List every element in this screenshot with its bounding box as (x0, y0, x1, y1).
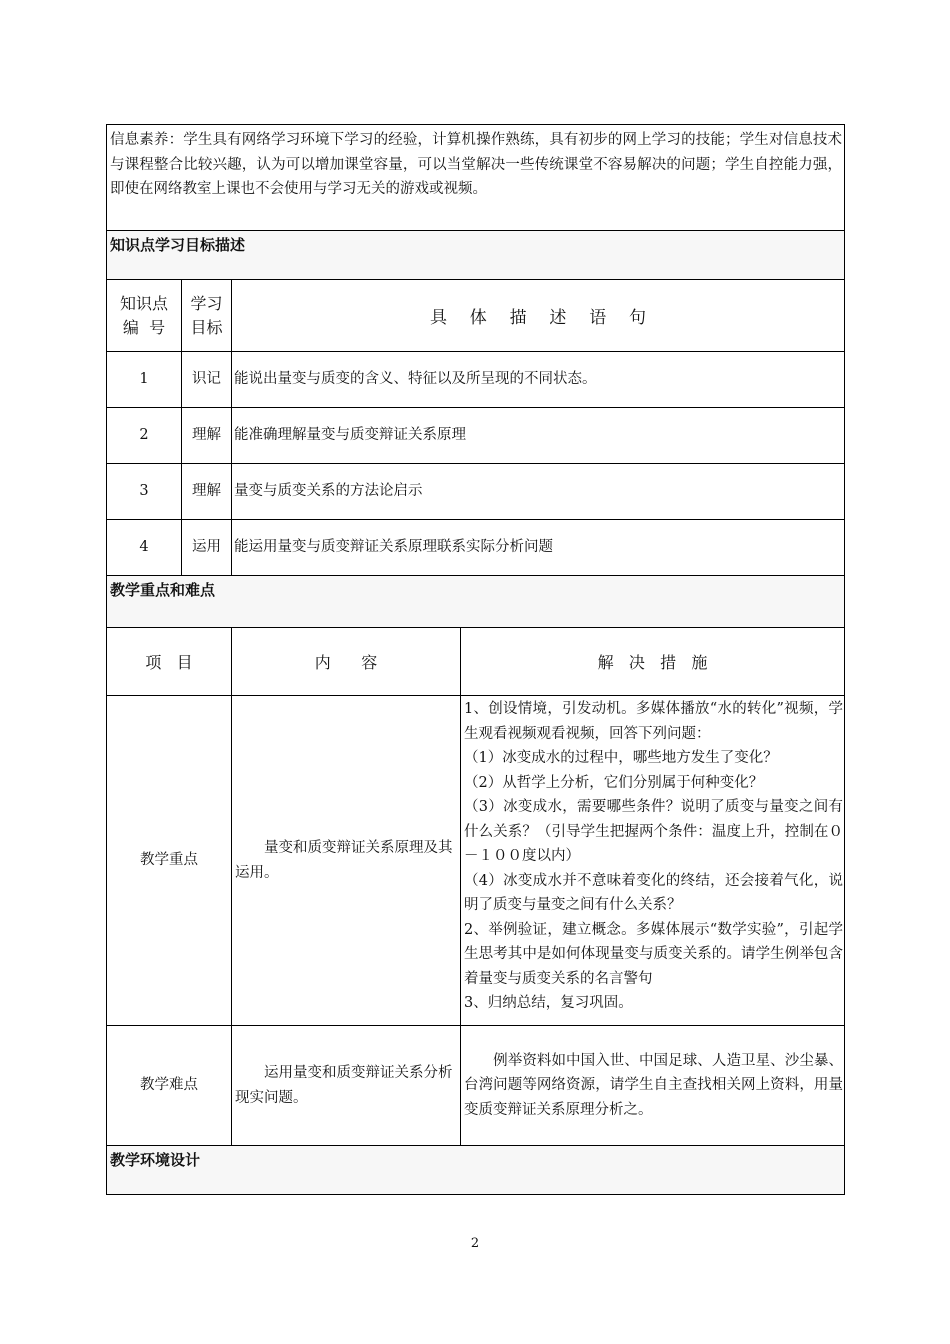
goal-row-number (106, 351, 182, 408)
difficulty-content: 运用量变和质变辩证关系分析现实问题。 (235, 1065, 453, 1106)
goal-description: 能准确理解量变与质变辩证关系原理 (234, 427, 466, 444)
section-title-key-points: 教学重点和难点 (110, 581, 216, 599)
difficulty-label: 教学难点 (140, 1077, 198, 1094)
section-title-row (106, 230, 845, 280)
header-cell-number (106, 279, 182, 352)
difficulty-measures: 例举资料如中国入世、中国足球、人造卫星、沙尘暴、台湾问题等网络资源，请学生自主查找相关网上资料，用量变质变辩证关系原理分析之。 (464, 1052, 843, 1118)
header-cell-content (231, 627, 461, 696)
goal-level: 识记 (192, 371, 221, 388)
header-item: 项 目 (145, 653, 193, 672)
header-content: 内 容 (314, 653, 378, 672)
goal-row-goal (181, 463, 232, 520)
goal-description: 能运用量变与质变辩证关系原理联系实际分析问题 (234, 539, 553, 556)
measure-line: 1、创设情境，引发动机。多媒体播放“水的转化”视频，学生观看视频观看视频，回答下列问题： (464, 701, 843, 742)
header-cell-goal (181, 279, 232, 352)
info-cell (106, 124, 845, 231)
header-cell-desc (231, 279, 845, 352)
goal-row-desc (231, 407, 845, 464)
goal-row-number (106, 463, 182, 520)
difficulty-content-cell (231, 1025, 461, 1146)
header-number-line2: 编 号 (122, 317, 166, 337)
goal-row-number (106, 519, 182, 576)
key-point-label-cell (106, 695, 232, 1026)
goal-number: 3 (139, 483, 149, 500)
goal-level: 理解 (192, 483, 221, 500)
goal-row-goal (181, 407, 232, 464)
goal-row-desc (231, 519, 845, 576)
measure-line: （4）冰变成水并不意味着变化的终结，还会接着气化，说明了质变与量变之间有什么关系？ (464, 872, 843, 913)
section-title-goals: 知识点学习目标描述 (110, 236, 246, 254)
goal-number: 2 (139, 427, 149, 444)
header-cell-item (106, 627, 232, 696)
section-title-row (106, 575, 845, 628)
measure-line: （1）冰变成水的过程中，哪些地方发生了变化？ (464, 750, 778, 766)
difficulty-label-cell (106, 1025, 232, 1146)
section-title-row (106, 1145, 845, 1195)
difficulty-measures-cell (460, 1025, 845, 1146)
section-title-environment: 教学环境设计 (110, 1151, 201, 1169)
info-text: 信息素养：学生具有网络学习环境下学习的经验，计算机操作熟练，具有初步的网上学习的技能；学生对信息技术与课程整合比较兴趣，认为可以增加课堂容量，可以当堂解决一些传统课堂不容易解决的问题；学生自控能力强，即使在网络教室上课也不会使用与学习无关的游戏或视频。 (110, 132, 842, 197)
header-cell-measures (460, 627, 845, 696)
goal-row-goal (181, 519, 232, 576)
measure-line: 3、归纳总结，复习巩固。 (464, 995, 633, 1011)
key-point-content-cell (231, 695, 461, 1026)
key-point-measures-cell (460, 695, 845, 1026)
goal-number: 1 (139, 371, 149, 388)
goal-row-desc (231, 351, 845, 408)
goal-number: 4 (139, 539, 149, 556)
key-point-content: 量变和质变辩证关系原理及其运用。 (235, 840, 453, 881)
measure-line: （3）冰变成水，需要哪些条件？说明了质变与量变之间有什么关系？（引导学生把握两个条件：温度上升，控制在０－１００度以内） (464, 799, 843, 864)
header-measures: 解 决 措 施 (597, 653, 708, 672)
page-number: 2 (470, 1236, 480, 1251)
header-desc: 具 体 描 述 语 句 (429, 308, 647, 328)
goal-row-desc (231, 463, 845, 520)
header-goal-line2: 目标 (190, 317, 223, 337)
measure-line: 2、举例验证，建立概念。多媒体展示“数学实验”，引起学生思考其中是如何体现量变与质变关系的。请学生例举包含着量变与质变关系的名言警句 (464, 921, 843, 987)
header-number-line1: 知识点 (119, 293, 168, 313)
goal-row-number (106, 407, 182, 464)
goal-description: 能说出量变与质变的含义、特征以及所呈现的不同状态。 (234, 371, 597, 388)
goal-level: 运用 (192, 539, 221, 556)
goal-level: 理解 (192, 427, 221, 444)
goal-row-goal (181, 351, 232, 408)
measure-line: （2）从哲学上分析，它们分别属于何种变化？ (464, 774, 764, 791)
header-goal-line1: 学习 (190, 293, 223, 313)
key-point-label: 教学重点 (140, 852, 198, 869)
goal-description: 量变与质变关系的方法论启示 (234, 483, 423, 500)
